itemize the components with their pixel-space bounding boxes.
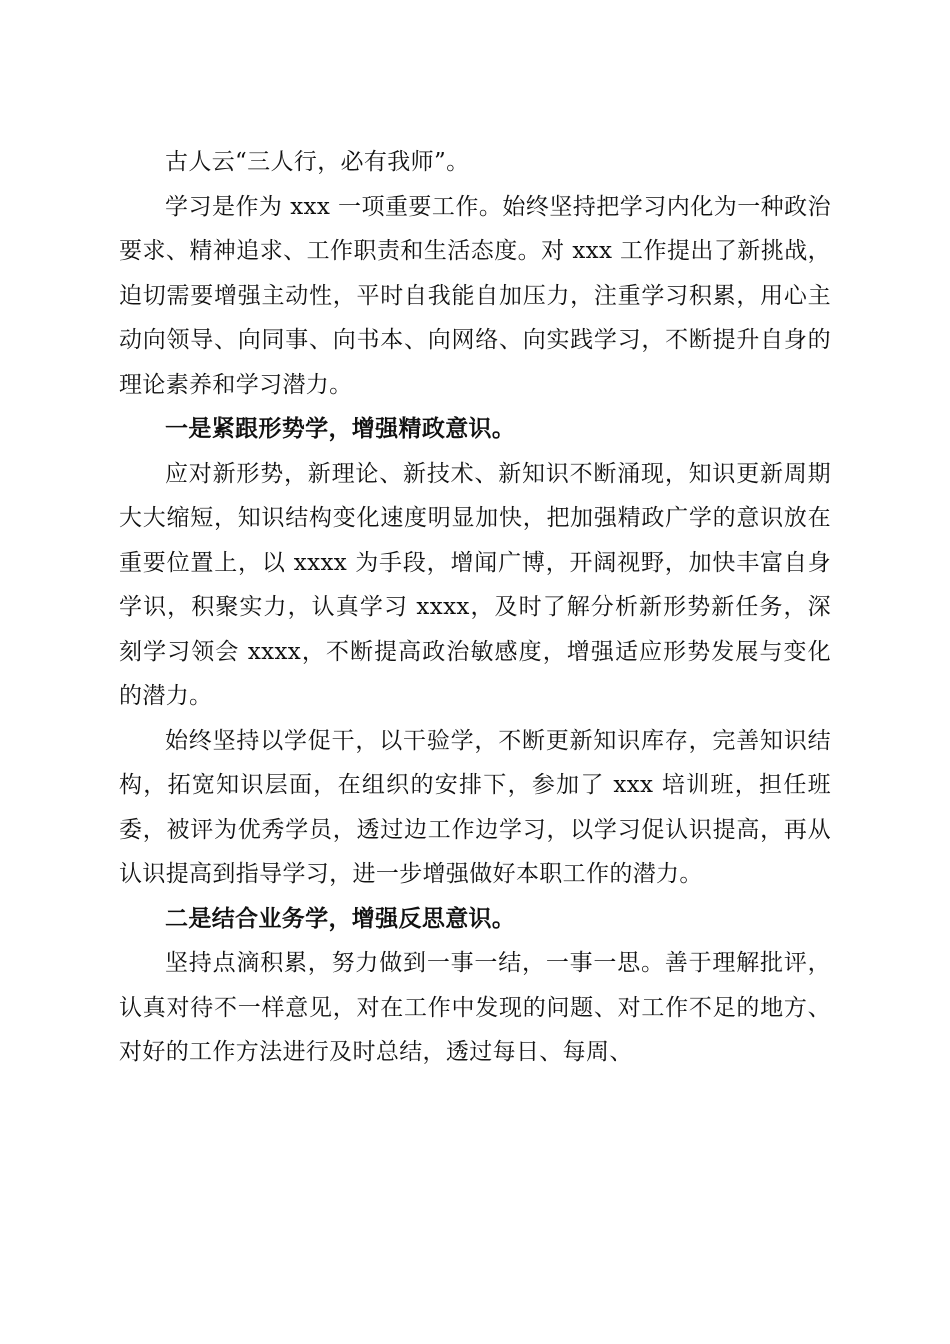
document-body: [119, 140, 831, 1075]
section-two-paragraph-1: 坚持点滴积累，努力做到一事一结，一事一思。善于理解批评，认真对待不一样意见，对在工作中发现的问题、对工作不足的地方、对好的工作方法进行及时总结，透过每日、每周、: [119, 950, 831, 1065]
section-one-paragraph-1: 应对新形势，新理论、新技术、新知识不断涌现，知识更新周期大大缩短，知识结构变化速度明显加快，把加强精政广学的意识放在重要位置上，以 xxxx 为手段，增闻广博，开阔视野，加快丰富自身学识，积聚实力，认真学习 xxxx，及时了解分析新形势新任务，深刻学习领会 xxxx，不断提高政治敏感度，增强适应形势发展与变化的潜力。: [119, 460, 831, 709]
learning-overview-paragraph: 学习是作为 xxx 一项重要工作。始终坚持把学习内化为一种政治要求、精神追求、工作职责和生活态度。对 xxx 工作提出了新挑战，迫切需要增强主动性，平时自我能自加压力，注重学习积累，用心主动向领导、向同事、向书本、向网络、向实践学习，不断提升自身的理论素养和学习潜力。: [119, 193, 831, 398]
section-heading-one: 一是紧跟形势学，增强精政意识。: [165, 415, 516, 442]
section-one-paragraph-2: 始终坚持以学促干，以干验学，不断更新知识库存，完善知识结构，拓宽知识层面，在组织的安排下，参加了 xxx 培训班，担任班委，被评为优秀学员，透过边工作边学习，以学习促认识提高，再从认识提高到指导学习，进一步增强做好本职工作的潜力。: [119, 727, 831, 887]
section-heading-two: 二是结合业务学，增强反思意识。: [165, 904, 516, 932]
intro-quote-paragraph: 古人云“三人行，必有我师”。: [165, 149, 470, 175]
